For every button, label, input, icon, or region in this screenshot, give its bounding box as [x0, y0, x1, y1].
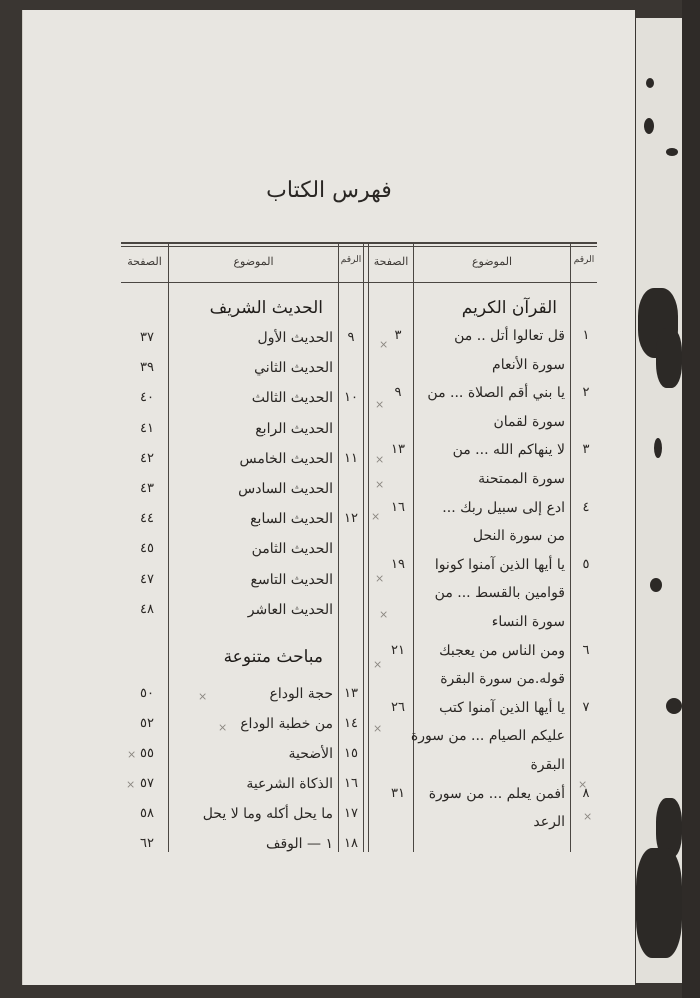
right-dark-edge	[682, 0, 700, 998]
entry-page: ٥٨	[140, 806, 154, 821]
entry-topic: أفمن يعلم ... من سورة	[428, 786, 565, 802]
entry-number: ٦	[582, 643, 590, 658]
entry-page: ٥٧	[140, 776, 154, 791]
damage-spot	[636, 848, 682, 958]
entry-topic: الحديث الثامن	[251, 541, 333, 557]
cross-mark: ×	[198, 690, 208, 703]
entry-topic: الأضحية	[288, 746, 333, 762]
entry-topic: سورة النساء	[491, 614, 565, 630]
entry-topic: ما يحل أكله وما لا يحل	[202, 806, 333, 822]
entry-number: ١٦	[344, 776, 358, 791]
header-left-page: الصفحة	[127, 255, 162, 268]
entry-topic: سورة الأنعام	[492, 357, 565, 373]
entry-topic: الحديث الرابع	[255, 421, 333, 437]
entry-topic: الرعد	[533, 814, 565, 830]
entry-page: ٥٢	[140, 716, 154, 731]
cross-mark: ×	[126, 778, 136, 791]
entry-topic: ١ — الوقف	[265, 836, 333, 852]
entry-page: ٢١	[391, 643, 405, 658]
entry-page: ٤٨	[140, 602, 154, 617]
book-page	[22, 10, 635, 985]
entry-topic: الحديث السابع	[250, 511, 333, 527]
cross-mark: ×	[218, 721, 228, 734]
cross-mark: ×	[375, 478, 385, 491]
entry-page: ٥٥	[140, 746, 154, 761]
cross-mark: ×	[371, 510, 381, 523]
header-left-topic: الموضوع	[233, 255, 274, 268]
col-line	[413, 242, 414, 852]
entry-topic: قوامين بالقسط ... من	[434, 585, 565, 601]
entry-number: ٢	[582, 385, 590, 400]
entry-number: ١	[582, 328, 590, 343]
entry-topic: من سورة النحل	[472, 528, 565, 544]
col-line	[168, 242, 169, 852]
entry-topic: ادع إلى سبيل ربك ...	[442, 500, 565, 516]
header-bottom-rule	[121, 282, 597, 283]
entry-topic: الحديث الأول	[257, 330, 333, 346]
entry-topic: من خطبة الوداع	[240, 716, 333, 732]
damage-spot	[650, 578, 662, 592]
entry-topic: الحديث الخامس	[239, 451, 333, 467]
entry-number: ٨	[582, 786, 590, 801]
entry-topic: الحديث العاشر	[247, 602, 333, 618]
entry-page: ٣٩	[140, 360, 154, 375]
entry-number: ١٨	[344, 836, 358, 851]
entry-page: ٤٢	[140, 451, 154, 466]
cross-mark: ×	[379, 338, 389, 351]
entry-page: ٣	[394, 328, 402, 343]
damage-spot	[666, 148, 678, 156]
entry-topic: الحديث التاسع	[250, 572, 333, 588]
next-page-edge	[636, 18, 682, 983]
cross-mark: ×	[127, 748, 137, 761]
col-line	[570, 242, 571, 852]
cross-mark: ×	[375, 398, 385, 411]
entry-topic: سورة لقمان	[493, 414, 565, 430]
cross-mark: ×	[379, 608, 389, 621]
cross-mark: ×	[375, 453, 385, 466]
entry-topic: الحديث الثالث	[251, 390, 333, 406]
entry-topic: يا أيها الذين آمنوا كونوا	[434, 557, 565, 573]
entry-topic: الحديث السادس	[238, 481, 333, 497]
cross-mark: ×	[373, 722, 383, 735]
header-top-rule	[121, 242, 597, 244]
section-title-misc: مباحث متنوعة	[223, 647, 323, 667]
damage-spot	[656, 328, 682, 388]
damage-spot	[646, 78, 654, 88]
entry-number: ١٠	[344, 390, 358, 405]
entry-number: ٧	[582, 700, 590, 715]
entry-page: ٣٧	[140, 330, 154, 345]
entry-topic: الذكاة الشرعية	[246, 776, 333, 792]
entry-topic: سورة الممتحنة	[478, 471, 565, 487]
damage-spot	[654, 438, 662, 458]
section-title-quran: القرآن الكريم	[461, 298, 557, 318]
entry-topic: يا أيها الذين آمنوا كتب	[439, 700, 565, 716]
entry-topic: يا بني أقم الصلاة ... من	[427, 385, 565, 401]
entry-topic: الحديث الثاني	[254, 360, 333, 376]
entry-topic: لا ينهاكم الله ... من	[452, 442, 565, 458]
header-top-rule-thin	[121, 246, 597, 247]
header-right-topic: الموضوع	[471, 255, 513, 268]
col-line	[368, 242, 369, 852]
entry-number: ١١	[344, 451, 358, 466]
entry-number: ١٤	[344, 716, 358, 731]
entry-number: ١٢	[344, 511, 358, 526]
entry-topic: قل تعالوا أتل .. من	[454, 328, 565, 344]
entry-number: ٩	[347, 330, 355, 345]
cross-mark: ×	[583, 810, 593, 823]
entry-page: ١٩	[391, 557, 405, 572]
entry-page: ٤٤	[140, 511, 154, 526]
section-title-hadith: الحديث الشريف	[209, 298, 323, 318]
entry-page: ٥٠	[140, 686, 154, 701]
entry-number: ٤	[582, 500, 590, 515]
entry-page: ٤٥	[140, 541, 154, 556]
cross-mark: ×	[578, 778, 588, 791]
entry-topic: قوله.من سورة البقرة	[440, 671, 565, 687]
entry-topic: ومن الناس من يعجبك	[439, 643, 565, 659]
entry-topic: حجة الوداع	[269, 686, 333, 702]
damage-spot	[644, 118, 654, 134]
entry-number: ٣	[582, 442, 590, 457]
entry-number: ١٣	[344, 686, 358, 701]
entry-page: ٦٢	[140, 836, 154, 851]
header-left-number: الرقم	[340, 255, 362, 265]
entry-page: ١٦	[391, 500, 405, 515]
damage-spot	[666, 698, 682, 714]
col-line	[363, 242, 364, 852]
entry-page: ٩	[394, 385, 402, 400]
entry-topic: البقرة	[530, 757, 565, 773]
header-right-number: الرقم	[573, 255, 595, 265]
entry-page: ٤٧	[140, 572, 154, 587]
entry-page: ٢٦	[391, 700, 405, 715]
entry-number: ١٥	[344, 746, 358, 761]
header-right-page: الصفحة	[373, 255, 409, 268]
entry-page: ٣١	[391, 786, 405, 801]
entry-page: ٤٣	[140, 481, 154, 496]
entry-page: ٤١	[140, 421, 154, 436]
cross-mark: ×	[373, 658, 383, 671]
entry-number: ١٧	[344, 806, 358, 821]
page-title: فهرس الكتاب	[266, 178, 392, 203]
entry-page: ١٣	[391, 442, 405, 457]
entry-number: ٥	[582, 557, 590, 572]
cross-mark: ×	[375, 572, 385, 585]
entry-page: ٤٠	[140, 390, 154, 405]
entry-topic: عليكم الصيام ... من سورة	[410, 728, 565, 744]
